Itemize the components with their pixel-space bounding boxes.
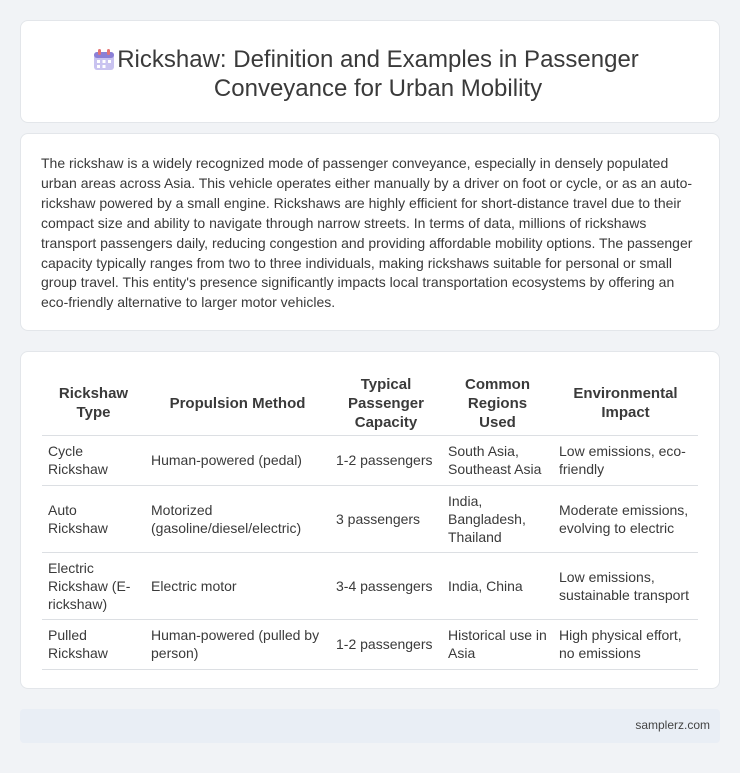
cell-capacity: 1-2 passengers — [330, 619, 442, 669]
footer-bar — [20, 709, 720, 743]
cell-impact: High physical effort, no emissions — [553, 619, 698, 669]
column-header-regions: Common Regions Used — [442, 372, 553, 435]
cell-impact: Low emissions, eco-friendly — [553, 435, 698, 485]
cell-regions: Historical use in Asia — [442, 619, 553, 669]
table-card — [20, 351, 720, 689]
cell-propulsion: Motorized (gasoline/diesel/electric) — [145, 485, 330, 552]
cell-regions: India, Bangladesh, Thailand — [442, 485, 553, 552]
cell-type: Electric Rickshaw (E-rickshaw) — [42, 552, 145, 619]
table-header-row — [42, 372, 698, 435]
table-row — [42, 435, 698, 485]
column-header-impact: Environmental Impact — [553, 372, 698, 435]
column-header-capacity: Typical Passenger Capacity — [330, 372, 442, 435]
title-card — [20, 20, 720, 123]
cell-capacity: 1-2 passengers — [330, 435, 442, 485]
cell-impact: Moderate emissions, evolving to electric — [553, 485, 698, 552]
column-header-propulsion: Propulsion Method — [145, 372, 330, 435]
cell-regions: South Asia, Southeast Asia — [442, 435, 553, 485]
cell-propulsion: Human-powered (pedal) — [145, 435, 330, 485]
description-card — [20, 133, 720, 331]
cell-regions: India, China — [442, 552, 553, 619]
table-row — [42, 619, 698, 669]
cell-type: Cycle Rickshaw — [42, 435, 145, 485]
cell-type: Auto Rickshaw — [42, 485, 145, 552]
rickshaw-table — [42, 372, 698, 670]
description-text: The rickshaw is a widely recognized mode of passenger conveyance, especially in densely populated urban areas across Asia. This vehicle operates either manually by a driver on foot or cycle, or as an auto-rickshaw powered by a small engine. Rickshaws are highly efficient for short-distance travel due to their compact size and ability to navigate through narrow streets. In terms of data, millions of rickshaws transport passengers daily, reducing congestion and providing affordable mobility options. The passenger capacity typically ranges from two to three individuals, making rickshaws suitable for personal or small group travel. This entity's presence significantly impacts local transportation ecosystems by offering an eco-friendly alternative to larger motor vehicles. — [41, 155, 693, 311]
cell-type: Pulled Rickshaw — [42, 619, 145, 669]
cell-capacity: 3 passengers — [330, 485, 442, 552]
cell-capacity: 3-4 passengers — [330, 552, 442, 619]
cell-impact: Low emissions, sustainable transport — [553, 552, 698, 619]
page-title: Rickshaw: Definition and Examples in Passenger Conveyance for Urban Mobility — [117, 46, 639, 102]
cell-propulsion: Electric motor — [145, 552, 330, 619]
column-header-type: Rickshaw Type — [42, 372, 145, 435]
footer-site-link[interactable]: samplerz.com — [635, 718, 710, 732]
table-row — [42, 552, 698, 619]
table-row — [42, 485, 698, 552]
cell-propulsion: Human-powered (pulled by person) — [145, 619, 330, 669]
